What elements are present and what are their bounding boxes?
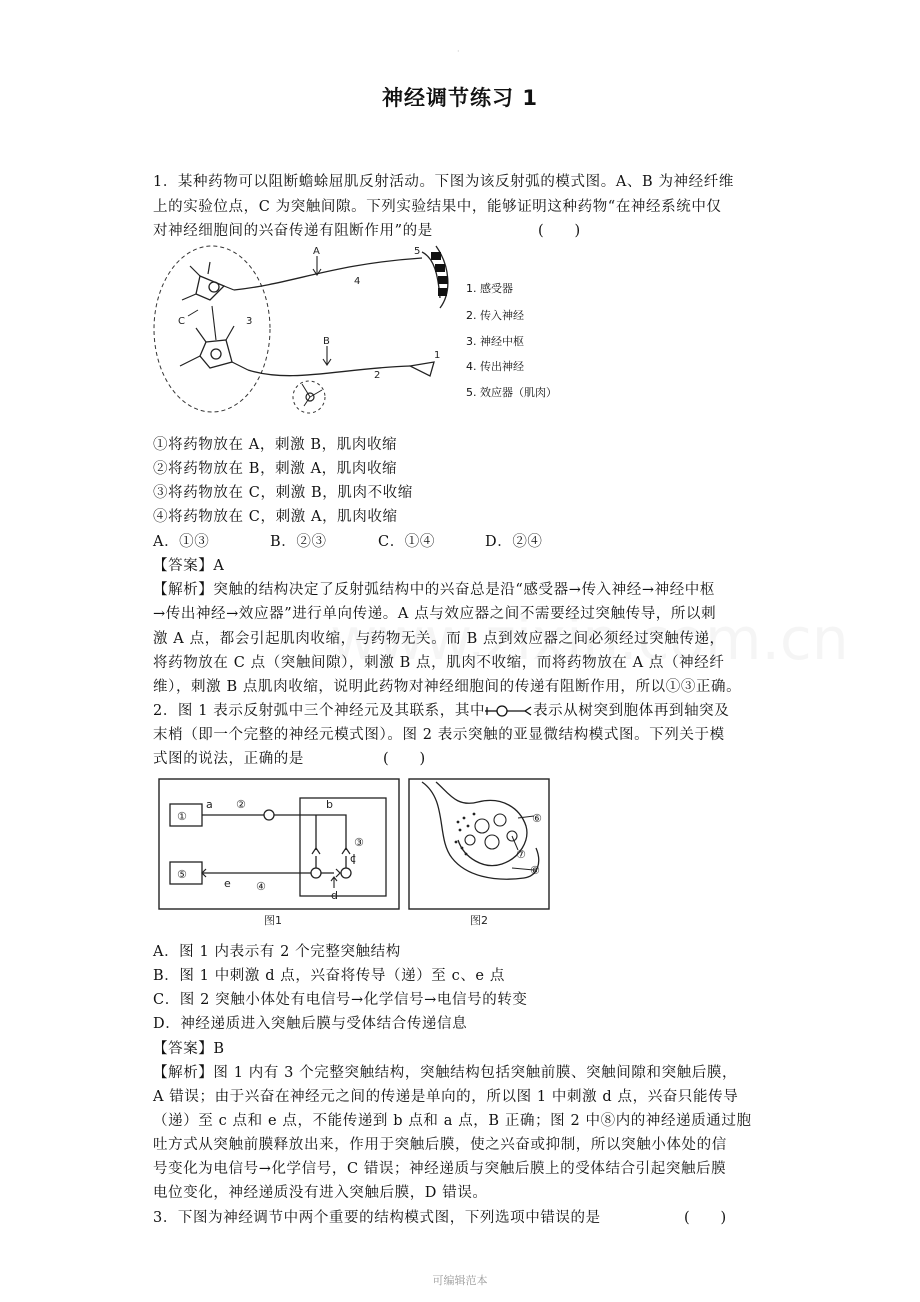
q2-answer-bracket: ( ) — [383, 751, 426, 767]
q2-option-a: A．图 1 内表示有 2 个完整突触结构 — [153, 944, 401, 960]
fig1-label-5: ⑤ — [177, 868, 187, 881]
fig1-label-e: e — [224, 877, 231, 890]
q1-option-d: D．②④ — [485, 534, 543, 550]
q1-option-b: B．②③ — [270, 534, 327, 550]
q2-analysis-4: 吐方式从突触前膜释放出来，作用于突触后膜，使之兴奋或抑制，所以突触小体处的信 — [153, 1137, 727, 1153]
q2-figure-1 — [158, 778, 402, 928]
fig1-label-3: ③ — [354, 836, 364, 849]
q2-stem-end: 表示从树突到胞体再到轴突及 — [533, 703, 730, 719]
fig1-label-4: ④ — [256, 880, 266, 893]
fig1-label-1: ① — [177, 810, 187, 823]
q1-option-c: C．①④ — [378, 534, 435, 550]
q1-analysis-1: 【解析】突触的结构决定了反射弧结构中的兴奋总是沿“感受器→传入神经→神经中枢 — [153, 582, 716, 598]
legend-item-2: 2. 传入神经 — [466, 309, 524, 322]
legend-item-5: 5. 效应器（肌肉） — [466, 386, 557, 399]
q1-analysis-4: 将药物放在 C 点（突触间隙），刺激 B 点，肌肉不收缩，而将药物放在 A 点（神经纤 — [153, 655, 725, 671]
page-title: 神经调节练习 1 — [382, 86, 538, 110]
label-b: B — [323, 336, 330, 347]
q2-option-c: C．图 2 突触小体处有电信号→化学信号→电信号的转变 — [153, 992, 528, 1008]
footer: 可编辑范本 — [432, 1274, 488, 1287]
q2-analysis-2: A 错误；由于兴奋在神经元之间的传递是单向的，所以图 1 中刺激 d 点，兴奋只能传导 — [153, 1089, 739, 1105]
legend-item-4: 4. 传出神经 — [466, 360, 524, 373]
q1-item-3: ③将药物放在 C，刺激 B，肌肉不收缩 — [153, 485, 413, 501]
legend-item-3: 3. 神经中枢 — [466, 335, 524, 348]
q1-item-1: ①将药物放在 A，刺激 B，肌肉收缩 — [153, 437, 398, 453]
q1-answer-bracket: ( ) — [538, 223, 581, 239]
q1-analysis-2: →传出神经→效应器”进行单向传递。A 点与效应器之间不需要经过突触传导，所以刺 — [153, 606, 717, 622]
q1-analysis-3: 激 A 点，都会引起肌肉收缩，与药物无关。而 B 点到效应器之间必须经过突触传递， — [153, 631, 725, 647]
legend-item-1: 1. 感受器 — [466, 282, 513, 295]
q1-stem-line-3: 对神经细胞间的兴奋传递有阻断作用”的是 — [153, 223, 433, 239]
q1-answer: 【答案】A — [153, 558, 225, 574]
q2-stem-line-3: 式图的说法，正确的是 — [153, 751, 304, 767]
fig2-label-6: ⑥ — [532, 812, 542, 825]
q2-analysis-1: 【解析】图 1 内有 3 个完整突触结构，突触结构包括突触前膜、突触间隙和突触后膜， — [153, 1065, 738, 1081]
label-2: 2 — [374, 370, 381, 381]
fig1-caption: 图1 — [264, 914, 282, 927]
q1-item-2: ②将药物放在 B，刺激 A，肌肉收缩 — [153, 461, 398, 477]
q2-stem-line-1 — [153, 699, 729, 723]
q1-stem-line-1: 1．某种药物可以阻断蟾蜍屈肌反射活动。下图为该反射弧的模式图。A、B 为神经纤维 — [153, 174, 734, 190]
q3-stem: 3．下图为神经调节中两个重要的结构模式图，下列选项中错误的是 — [153, 1210, 601, 1226]
q2-analysis-3: （递）至 c 点和 e 点，不能传递到 b 点和 a 点，B 正确；图 2 中⑧内的神经递质通过胞 — [153, 1113, 752, 1129]
q1-stem-line-2: 上的实验位点，C 为突触间隙。下列实验结果中，能够证明这种药物“在神经系统中仅 — [153, 199, 722, 215]
q2-analysis-5: 号变化为电信号→化学信号，C 错误；神经递质与突触后膜上的受体结合引起突触后膜 — [153, 1161, 727, 1177]
fig1-label-a: a — [206, 798, 213, 811]
q2-answer: 【答案】B — [153, 1041, 225, 1057]
q1-analysis-5: 维），刺激 B 点肌肉收缩，说明此药物对神经细胞间的传递有阻断作用，所以①③正确。 — [153, 679, 742, 695]
fig1-label-b: b — [326, 798, 333, 811]
label-1: 1 — [434, 350, 441, 361]
q3-answer-bracket: ( ) — [684, 1210, 727, 1226]
q2-option-b: B．图 1 中刺激 d 点，兴奋将传导（递）至 c、e 点 — [153, 968, 505, 984]
q2-option-d: D．神经递质进入突触后膜与受体结合传递信息 — [153, 1016, 468, 1032]
fig1-label-2: ② — [236, 798, 246, 811]
fig1-label-c: c — [350, 852, 357, 865]
fig1-label-d: d — [331, 889, 338, 902]
q1-option-a: A．①③ — [153, 534, 210, 550]
q2-stem-line-2: 末梢（即一个完整的神经元模式图）。图 2 表示突触的亚显微结构模式图。下列关于模 — [153, 727, 725, 743]
label-a: A — [313, 246, 320, 257]
neuron-symbol-icon — [485, 705, 533, 717]
label-c: C — [178, 316, 185, 327]
q2-figure-2 — [408, 778, 552, 928]
q2-analysis-6: 电位变化，神经递质没有进入突触后膜，D 错误。 — [153, 1185, 488, 1201]
label-4: 4 — [354, 276, 361, 287]
q2-stem-start: 2．图 1 表示反射弧中三个神经元及其联系，其中 — [153, 703, 486, 719]
fig2-label-8: ⑧ — [530, 864, 540, 877]
fig2-label-7: ⑦ — [516, 848, 526, 861]
label-3: 3 — [246, 316, 253, 327]
reflex-arc-figure — [152, 244, 472, 430]
fig2-caption: 图2 — [470, 914, 488, 927]
label-5: 5 — [414, 246, 421, 257]
q1-item-4: ④将药物放在 C，刺激 A，肌肉收缩 — [153, 509, 398, 525]
top-mark: · — [457, 47, 460, 56]
